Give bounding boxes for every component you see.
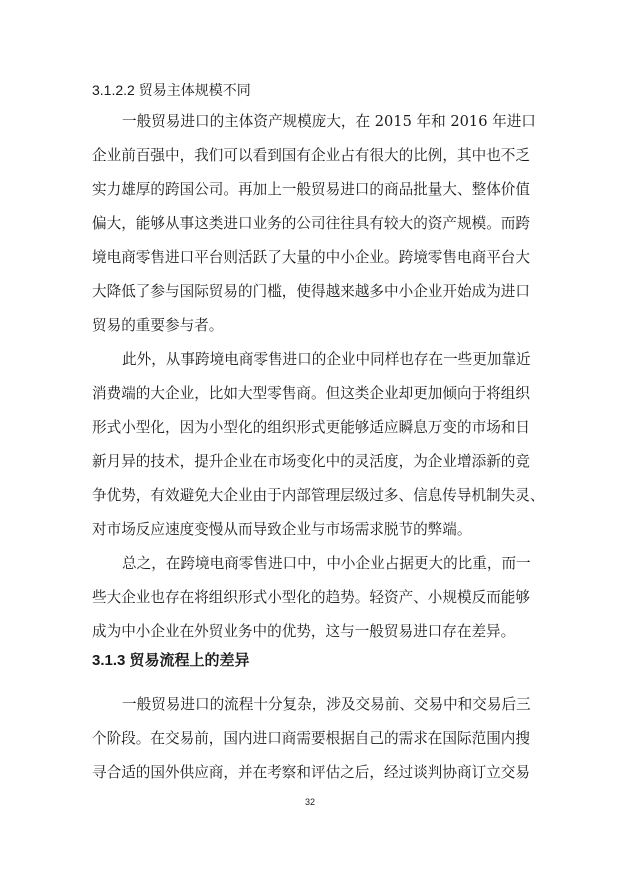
page-number: 32 [304, 797, 315, 807]
paragraph-line: 争优势，有效避免大企业由于内部管理层级过多、信息传导机制失灵、 [92, 487, 545, 504]
paragraph-line: 个阶段。在交易前，国内进口商需要根据自己的需求在国际范围内搜 [92, 730, 530, 747]
paragraph-line: 寻合适的国外供应商，并在考察和评估之后，经过谈判协商订立交易 [92, 764, 530, 781]
paragraph-line: 实力雄厚的跨国公司。再加上一般贸易进口的商品批量大、整体价值 [92, 181, 530, 198]
paragraph-line: 总之，在跨境电商零售进口中，中小企业占据更大的比重，而一 [122, 555, 531, 572]
paragraph-line: 境电商零售进口平台则活跃了大量的中小企业。跨境零售电商平台大 [92, 249, 530, 266]
paragraph-line: 成为中小企业在外贸业务中的优势，这与一般贸易进口存在差异。 [92, 623, 516, 640]
paragraph-line: 消费端的大企业，比如大型零售商。但这类企业却更加倾向于将组织 [92, 385, 530, 402]
paragraph-line: 贸易的重要参与者。 [92, 317, 224, 334]
paragraph-line: 一般贸易进口的主体资产规模庞大，在 2015 年和 2016 年进口 [122, 113, 536, 130]
paragraph-line: 一般贸易进口的流程十分复杂，涉及交易前、交易中和交易后三 [122, 696, 531, 713]
paragraph-line: 对市场反应速度变慢从而导致企业与市场需求脱节的弊端。 [92, 521, 472, 538]
paragraph-line: 形式小型化，因为小型化的组织形式更能够适应瞬息万变的市场和日 [92, 419, 530, 436]
paragraph-line: 企业前百强中，我们可以看到国有企业占有很大的比例，其中也不乏 [92, 147, 530, 164]
section-heading: 3.1.2.2 贸易主体规模不同 [92, 82, 251, 98]
paragraph-line: 大降低了参与国际贸易的门槛，使得越来越多中小企业开始成为进口 [92, 283, 530, 300]
paragraph-line: 此外，从事跨境电商零售进口的企业中同样也存在一些更加靠近 [122, 351, 531, 368]
paragraph-line: 偏大，能够从事这类进口业务的公司往往具有较大的资产规模。而跨 [92, 215, 530, 232]
paragraph-line: 新月异的技术，提升企业在市场变化中的灵活度，为企业增添新的竞 [92, 453, 530, 470]
paragraph-line: 些大企业也存在将组织形式小型化的趋势。轻资产、小规模反而能够 [92, 589, 530, 606]
subsection-heading: 3.1.3 贸易流程上的差异 [92, 652, 250, 669]
